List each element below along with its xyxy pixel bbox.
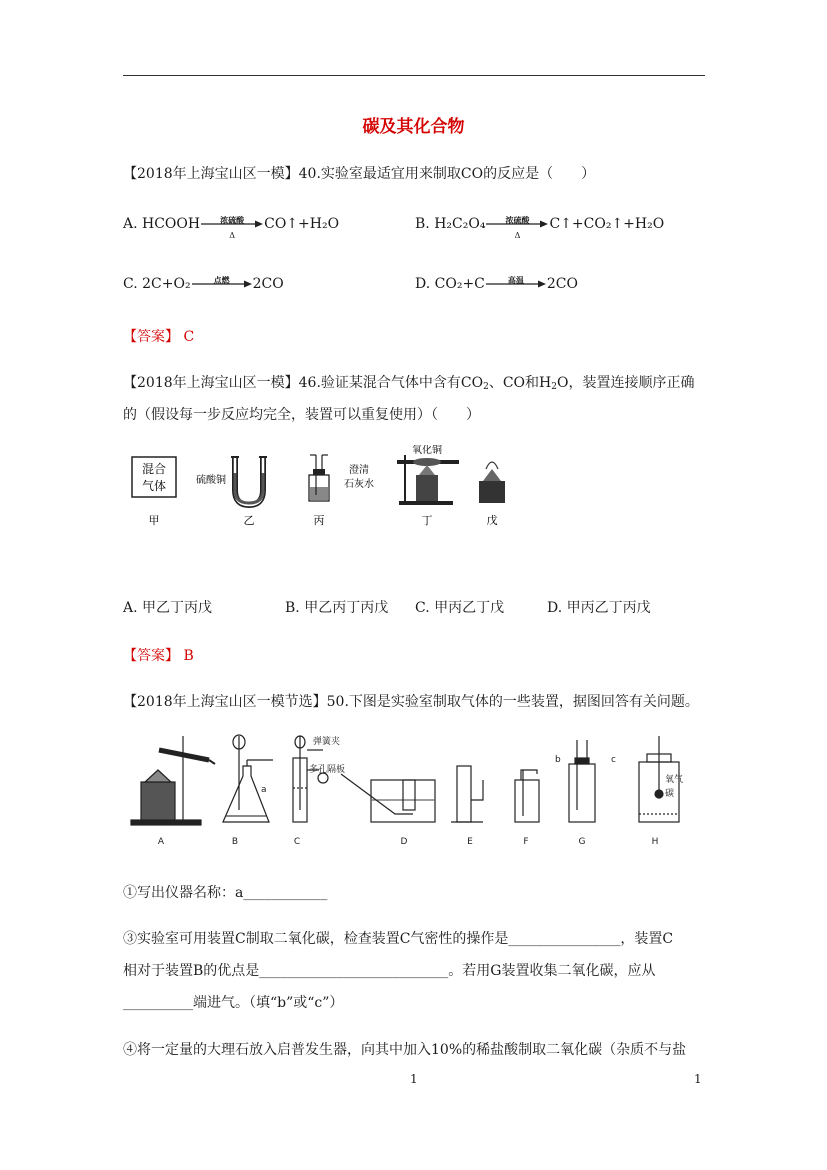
page-title: 碳及其化合物 [362, 117, 465, 137]
q50-part3-line1: ③实验室可用装置C制取二氧化碳，检查装置C气密性的操作是________________，装置C [123, 931, 674, 947]
reaction-arrow-icon: 浓硫酸 Δ [486, 218, 548, 230]
reaction-arrow-icon: 浓硫酸 Δ [201, 218, 263, 230]
fig-bing-label-2: 石灰水 [344, 479, 374, 490]
q40-option-c: C. 2C+O₂ 点燃 2CO [123, 276, 284, 292]
q50-part1: ①写出仪器名称：a____________ [123, 885, 328, 901]
fig-label-c: C [293, 837, 301, 847]
fig-c-clip-label: 弹簧夹 [313, 737, 341, 747]
fig-label-e: E [467, 837, 473, 847]
fig-c-plate-label: 多孔隔板 [309, 765, 346, 775]
fig-bing-label-1: 澄清 [349, 465, 369, 476]
page-number-right: 1 [694, 1072, 702, 1086]
fig-jia-box-line2: 气体 [141, 479, 167, 493]
fig-jia-box-line1: 混合 [141, 462, 167, 476]
fig-b-a-label: a [261, 785, 267, 795]
q46-option-c: C. 甲丙乙丁戊 [415, 600, 505, 616]
q46-option-b: B. 甲乙丙丁丙戊 [285, 600, 389, 616]
q46-option-a: A. 甲乙丁丙戊 [123, 600, 213, 616]
q46-stem-line2: 的（假设每一步反应均完全，装置可以重复使用）（ ） [123, 407, 480, 423]
fig-h-c-label: 碳 [665, 789, 675, 799]
reaction-arrow-icon: 高温 [486, 278, 546, 290]
fig-label-f: F [523, 837, 529, 847]
q40-answer: 【答案】 C [123, 329, 195, 345]
q46-answer: 【答案】 B [123, 648, 194, 664]
fig-label-d: D [400, 837, 408, 847]
fig-label-b: B [231, 837, 239, 847]
fig-ding-label: 氧化铜 [412, 445, 442, 456]
reaction-arrow-icon: 点燃 [192, 278, 252, 290]
q50-apparatus-figure [123, 730, 703, 850]
q40-stem: 【2018年上海宝山区一模】40.实验室最适宜用来制取CO的反应是（ ） [123, 166, 596, 182]
q50-part3-line3: __________端进气。（填“b”或“c”） [123, 995, 344, 1011]
q40-option-d: D. CO₂+C 高温 2CO [415, 276, 578, 292]
fig-yi-label: 硫酸铜 [196, 475, 226, 486]
q46-stem-line1: 【2018年上海宝山区一模】46.验证某混合气体中含有$CO_2$、CO和$H_2O$，装置连接顺序正确 [123, 375, 695, 392]
q50-stem: 【2018年上海宝山区一模节选】50.下图是实验室制取气体的一些装置，据图回答有关问题。 [123, 694, 699, 710]
fig-h-o2-label: 氧气 [665, 775, 684, 785]
fig-caption-bing: 丙 [313, 514, 325, 527]
fig-caption-wu: 戊 [486, 514, 498, 527]
header-rule [123, 75, 705, 76]
fig-caption-jia: 甲 [148, 514, 160, 527]
fig-label-h: H [651, 837, 659, 847]
q50-part3-line2: 相对于装置B的优点是___________________________。若用G装置收集二氧化碳，应从 [123, 963, 656, 979]
q40-option-a: A. HCOOH 浓硫酸 Δ CO↑+H₂O [123, 216, 340, 240]
q40-option-b: B. H₂C₂O₄ 浓硫酸 Δ C↑+CO₂↑+H₂O [415, 216, 665, 240]
fig-caption-ding: 丁 [421, 514, 433, 527]
q50-part4: ④将一定量的大理石放入启普发生器，向其中加入10%的稀盐酸制取二氧化碳（杂质不与盐 [123, 1042, 687, 1058]
fig-caption-yi: 乙 [243, 514, 255, 527]
fig-label-g: G [578, 837, 586, 847]
fig-g-b-label: b [555, 755, 561, 765]
fig-g-c-label: c [611, 755, 616, 765]
q46-option-d: D. 甲丙乙丁丙戊 [547, 600, 651, 616]
fig-label-a: A [157, 837, 165, 847]
page-number-center: 1 [410, 1072, 418, 1086]
q46-apparatus-figure [123, 445, 523, 530]
